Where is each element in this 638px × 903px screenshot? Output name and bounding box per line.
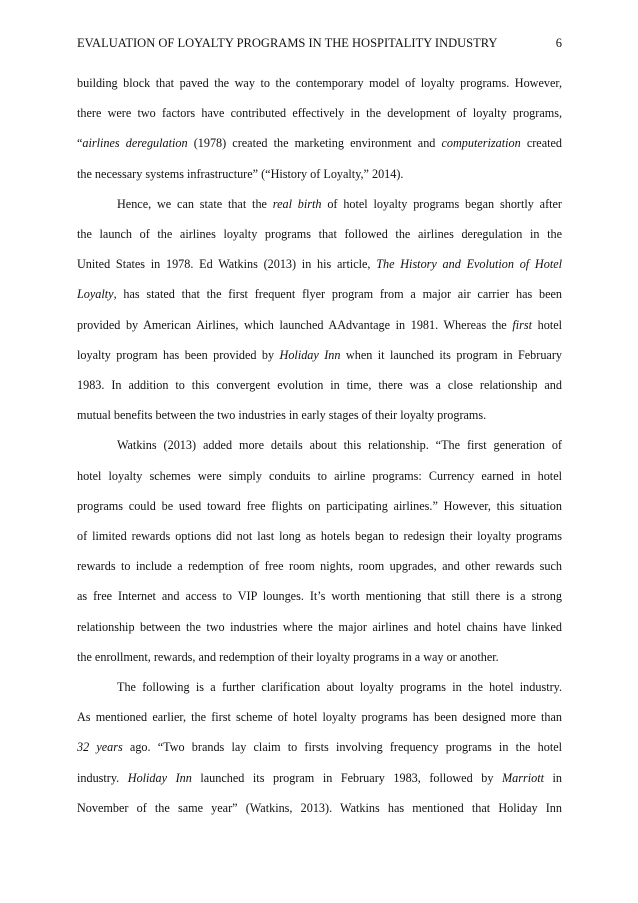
text-line [77, 649, 562, 665]
text-span: hotel [532, 317, 562, 332]
italic-text: 32 years [77, 740, 123, 755]
text-line [77, 256, 562, 272]
text-span: of limited rewards options did not last long as hotels began to redesign their loyalty programs [77, 529, 562, 543]
text-line [77, 800, 562, 816]
italic-text: first [512, 317, 532, 332]
text-span: building block that paved the way to the contemporary model of loyalty programs. However, [77, 76, 562, 90]
text-span: The following is a further clarification about loyalty programs in the hotel industry. [117, 680, 562, 694]
italic-text: Marriott [501, 770, 544, 785]
italic-text: airlines deregulation [82, 136, 188, 151]
text-span: industry. [77, 770, 128, 785]
text-line [77, 166, 562, 182]
text-span: programs could be used toward free flights on participating airlines.” However, this situation [77, 498, 562, 513]
text-span: the necessary systems infrastructure” (“History of Loyalty,” 2014). [77, 166, 404, 181]
text-span: as free Internet and access to VIP lounges. It’s worth mentioning that still there is a strong [77, 589, 562, 604]
text-span: hotel loyalty schemes were simply conduits to airline programs: Currency earned in hotel [77, 468, 562, 483]
text-span: there were two factors have contributed effectively in the development of loyalty programs, [77, 106, 562, 121]
text-span: mutual benefits between the two industries in early stages of their loyalty programs. [77, 408, 487, 423]
text-span: Watkins (2013) added more details about this relationship. “The first generation of [117, 438, 562, 453]
text-span: the launch of the airlines loyalty programs that followed the airlines deregulation in the [77, 227, 562, 241]
page-number: 6 [555, 36, 562, 50]
italic-text: computerization [441, 136, 521, 151]
text-span: Hence, we can state that the [117, 196, 273, 211]
text-span: created [520, 136, 562, 151]
running-header [77, 36, 562, 51]
text-line [77, 619, 562, 635]
text-line [77, 498, 562, 514]
text-line [77, 135, 562, 151]
text-line [77, 75, 562, 91]
text-line [77, 739, 562, 755]
text-span: November of the same year” (Watkins, 2013). Watkins has mentioned that Holiday Inn [77, 800, 562, 815]
text-line [77, 528, 562, 544]
text-line [117, 196, 562, 212]
text-span: As mentioned earlier, the first scheme of hotel loyalty programs has been designed more than [77, 710, 562, 725]
text-span: loyalty program has been provided by [77, 347, 280, 362]
text-line [77, 558, 562, 574]
text-line [77, 286, 562, 302]
text-line [77, 347, 562, 363]
text-line [117, 679, 562, 695]
text-line [77, 588, 562, 604]
text-line [77, 709, 562, 725]
text-line [77, 407, 562, 423]
text-span: launched its program in February 1983, followed by [191, 770, 502, 785]
running-head-title: EVALUATION OF LOYALTY PROGRAMS IN THE HOSPITALITY INDUSTRY [77, 36, 498, 50]
text-span: , has stated that the first frequent flyer program from a major air carrier has been [113, 287, 562, 302]
italic-text: Loyalty [77, 287, 114, 302]
text-span: “ [77, 136, 83, 151]
text-span: relationship between the two industries where the major airlines and hotel chains have linked [77, 619, 562, 634]
text-line [77, 317, 562, 333]
text-span: in [543, 770, 562, 785]
text-span: rewards to include a redemption of free room nights, room upgrades, and other rewards such [77, 559, 562, 574]
text-line [77, 468, 562, 484]
text-span: (1978) created the marketing environment and [187, 136, 442, 151]
italic-text: Holiday Inn [279, 347, 341, 362]
text-span: of hotel loyalty programs began shortly after [321, 196, 562, 211]
text-span: the enrollment, rewards, and redemption of their loyalty programs in a way or another. [77, 649, 499, 664]
italic-text: real birth [272, 196, 322, 211]
text-span: when it launched its program in February [340, 347, 562, 362]
text-span: ago. “Two brands lay claim to firsts involving frequency programs in the hotel [122, 740, 562, 755]
text-line [77, 770, 562, 786]
italic-text: The History and Evolution of Hotel [376, 257, 563, 272]
text-line [77, 226, 562, 242]
italic-text: Holiday Inn [127, 770, 192, 785]
text-span: 1983. In addition to this convergent evolution in time, there was a close relationship and [77, 378, 562, 392]
text-line [117, 437, 562, 453]
text-line [77, 377, 562, 393]
text-line [77, 105, 562, 121]
text-span: provided by American Airlines, which launched AAdvantage in 1981. Whereas the [77, 317, 513, 332]
text-span: United States in 1978. Ed Watkins (2013) in his article, [77, 257, 377, 272]
